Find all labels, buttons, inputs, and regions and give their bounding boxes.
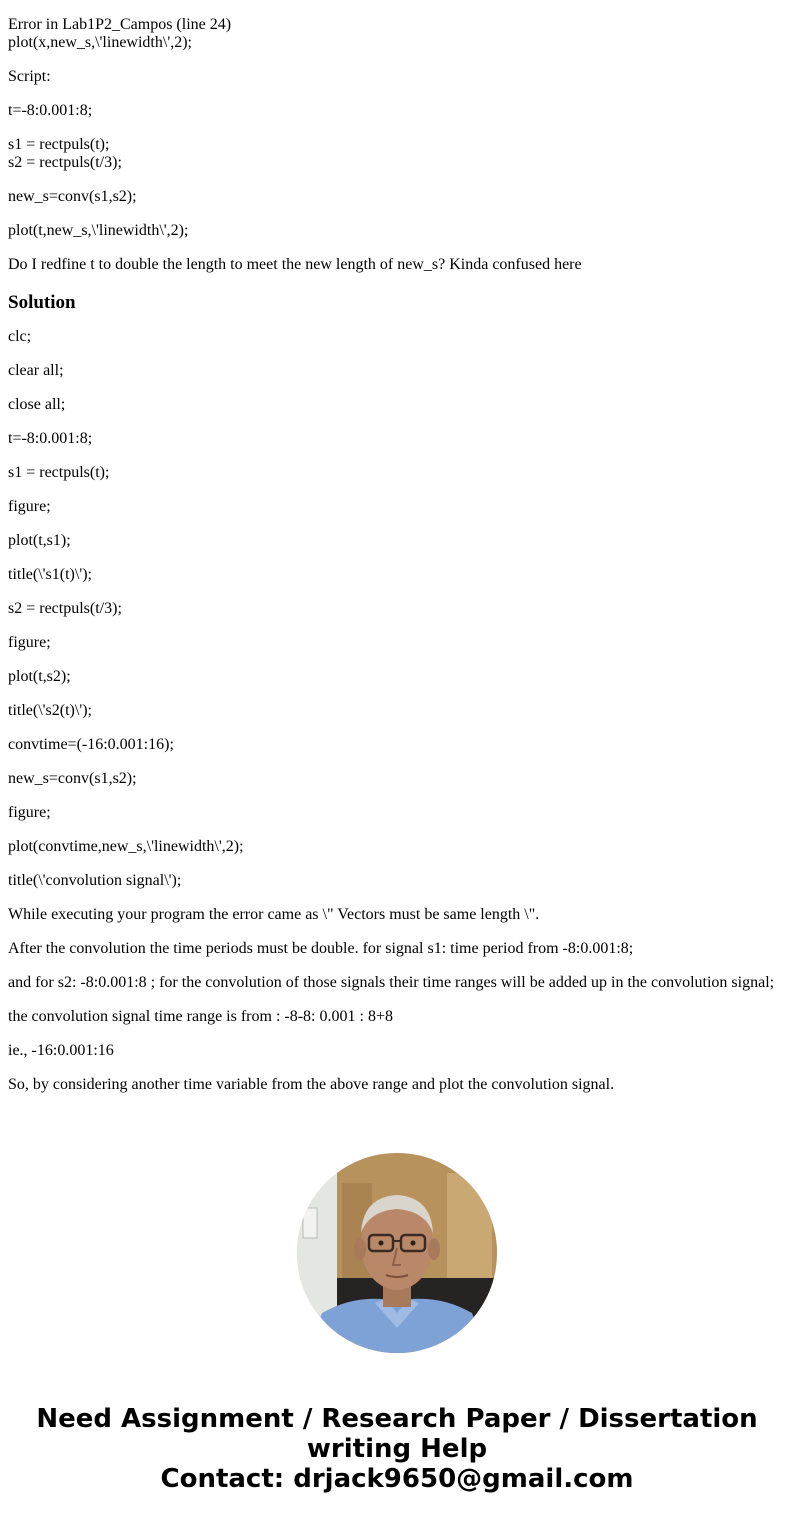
error-location <box>8 16 788 52</box>
script-line: plot(t,new_s,\'linewidth\',2); <box>8 222 189 239</box>
code-line: convtime=(-16:0.001:16); <box>8 736 174 753</box>
error-code-line: plot(x,new_s,\'linewidth\',2); <box>8 34 192 51</box>
code-line: title(\'s2(t)\'); <box>8 702 92 719</box>
author-avatar <box>297 1153 497 1353</box>
script-line <box>8 136 788 172</box>
explanation-text: ie., -16:0.001:16 <box>8 1042 114 1059</box>
explanation-text: So, by considering another time variable from the above range and plot the convolution signal. <box>8 1076 615 1093</box>
solution-heading: Solution <box>8 292 76 313</box>
banner-line-2: writing Help <box>306 1434 488 1464</box>
error-location-line: Error in Lab1P2_Campos (line 24) <box>8 16 232 33</box>
author-portrait-image <box>297 1153 497 1353</box>
code-line: t=-8:0.001:8; <box>8 430 93 447</box>
script-line: t=-8:0.001:8; <box>8 102 93 119</box>
script-line-s2: s2 = rectpuls(t/3); <box>8 154 122 171</box>
code-line: title(\'s1(t)\'); <box>8 566 92 583</box>
article <box>8 0 788 1110</box>
question-text: Do I redfine t to double the length to meet the new length of new_s? Kinda confused here <box>8 256 582 273</box>
explanation-text: the convolution signal time range is from : -8-8: 0.001 : 8+8 <box>8 1008 393 1025</box>
code-line: clc; <box>8 328 32 345</box>
script-line-s1: s1 = rectpuls(t); <box>8 136 110 153</box>
code-line: title(\'convolution signal\'); <box>8 872 182 889</box>
banner-contact-line: Contact: drjack9650@gmail.com <box>160 1464 634 1494</box>
code-line: figure; <box>8 498 51 515</box>
code-line: new_s=conv(s1,s2); <box>8 770 137 787</box>
code-line: s1 = rectpuls(t); <box>8 464 110 481</box>
code-line: clear all; <box>8 362 64 379</box>
assignment-help-banner <box>0 1404 794 1494</box>
explanation-text: and for s2: -8:0.001:8 ; for the convolution of those signals their time ranges will be added up in the convolution signal; <box>8 974 775 991</box>
explanation-text: While executing your program the error came as \" Vectors must be same length \". <box>8 906 540 923</box>
code-line: s2 = rectpuls(t/3); <box>8 600 122 617</box>
code-line: figure; <box>8 634 51 651</box>
script-line: new_s=conv(s1,s2); <box>8 188 137 205</box>
code-line: plot(t,s2); <box>8 668 71 685</box>
banner-line-1: Need Assignment / Research Paper / Dissertation <box>36 1404 758 1434</box>
code-line: figure; <box>8 804 51 821</box>
code-line: close all; <box>8 396 66 413</box>
code-line: plot(convtime,new_s,\'linewidth\',2); <box>8 838 244 855</box>
script-label: Script: <box>8 68 51 85</box>
code-line: plot(t,s1); <box>8 532 71 549</box>
explanation-text: After the convolution the time periods must be double. for signal s1: time period from -8:0.001:8; <box>8 940 634 957</box>
